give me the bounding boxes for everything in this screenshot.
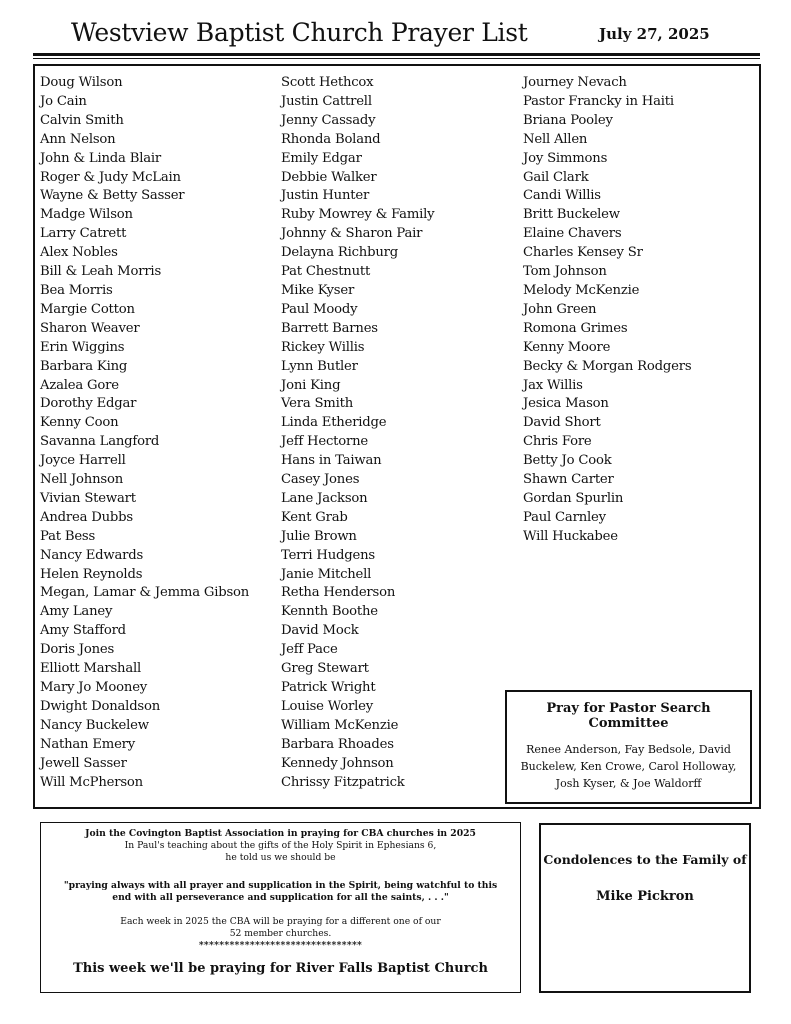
- prayer-name: Andrea Dubbs: [40, 509, 133, 525]
- prayer-name: Doug Wilson: [40, 75, 123, 90]
- prayer-name: Dwight Donaldson: [40, 698, 161, 714]
- cba-this-week: This week we'll be praying for River Falls Baptist Church: [73, 961, 488, 976]
- prayer-name: Wayne & Betty Sasser: [40, 188, 185, 204]
- condolences-name: Mike Pickron: [596, 889, 694, 904]
- prayer-name: Gordan Spurlin: [523, 490, 624, 506]
- pastor-search-title: Pray for Pastor Search Committee: [546, 701, 711, 731]
- prayer-name: Alex Nobles: [40, 245, 118, 261]
- prayer-name: Scott Hethcox: [281, 75, 374, 90]
- prayer-name: Jo Cain: [40, 93, 87, 109]
- prayer-name: John Green: [523, 301, 597, 317]
- prayer-name: Kent Grab: [281, 509, 348, 525]
- pastor-search-box: [505, 690, 752, 804]
- condolences-box: [539, 823, 751, 993]
- prayer-name: Pastor Francky in Haiti: [523, 93, 674, 109]
- prayer-name: Pat Bess: [40, 528, 96, 544]
- prayer-name: Kenny Coon: [40, 415, 119, 431]
- prayer-name: Azalea Gore: [40, 377, 119, 393]
- prayer-name: Barbara King: [40, 358, 128, 374]
- prayer-name: Briana Pooley: [523, 112, 613, 128]
- prayer-name: Emily Edgar: [281, 150, 362, 166]
- prayer-name: Becky & Morgan Rodgers: [523, 358, 692, 374]
- prayer-name: Lane Jackson: [281, 490, 368, 506]
- prayer-name: Britt Buckelew: [523, 207, 620, 223]
- prayer-name: Jenny Cassady: [281, 112, 376, 128]
- prayer-name: Pat Chestnutt: [281, 264, 371, 280]
- prayer-name: Bea Morris: [40, 282, 113, 298]
- prayer-name: Ruby Mowrey & Family: [281, 207, 435, 223]
- prayer-name: John & Linda Blair: [40, 150, 161, 166]
- prayer-name: Amy Laney: [40, 604, 113, 620]
- prayer-name: Savanna Langford: [40, 434, 160, 450]
- prayer-name: Barrett Barnes: [281, 320, 378, 336]
- prayer-name: Nell Johnson: [40, 472, 123, 488]
- prayer-name: Paul Carnley: [523, 509, 606, 525]
- cba-intro-line-2: he told us we should be: [225, 852, 336, 863]
- prayer-name: Charles Kensey Sr: [523, 245, 643, 261]
- cba-scripture-quote: "praying always with all prayer and supplication in the Spirit, being watchful to this end with all perseverance and supplication for all the saints, . . .": [63, 880, 498, 903]
- prayer-name: Elaine Chavers: [523, 226, 622, 242]
- prayer-name: Terri Hudgens: [281, 547, 375, 563]
- prayer-name: Joyce Harrell: [40, 453, 126, 469]
- prayer-name: Chris Fore: [523, 434, 592, 450]
- cba-weekly-line-2: 52 member churches.: [229, 928, 332, 939]
- prayer-name: Mary Jo Mooney: [40, 680, 148, 695]
- prayer-name: Tom Johnson: [523, 264, 607, 280]
- cba-weekly-line-1: Each week in 2025 the CBA will be praying for a different one of our: [120, 916, 441, 927]
- prayer-name: Will McPherson: [40, 774, 143, 790]
- prayer-name: Megan, Lamar & Jemma Gibson: [40, 585, 250, 601]
- prayer-name: Paul Moody: [281, 301, 358, 317]
- prayer-name: Johnny & Sharon Pair: [281, 226, 423, 242]
- prayer-list-column-3: [523, 74, 758, 547]
- prayer-name: Patrick Wright: [281, 680, 376, 695]
- prayer-name: Chrissy Fitzpatrick: [281, 774, 405, 790]
- prayer-name: Justin Hunter: [281, 188, 370, 204]
- prayer-name: Greg Stewart: [281, 661, 369, 677]
- prayer-name: Will Huckabee: [523, 528, 618, 544]
- prayer-name: Dorothy Edgar: [40, 396, 137, 412]
- header-rule-thick: [33, 53, 760, 56]
- prayer-name: Kennth Boothe: [281, 604, 378, 620]
- prayer-name: Janie Mitchell: [281, 566, 372, 582]
- prayer-name: Rickey Willis: [281, 339, 365, 355]
- prayer-name: Erin Wiggins: [40, 339, 125, 355]
- prayer-name: Kennedy Johnson: [281, 755, 394, 771]
- pastor-search-members: Renee Anderson, Fay Bedsole, David Buckelew, Ken Crowe, Carol Holloway, Josh Kyser, & Joe Waldorff: [520, 743, 737, 790]
- prayer-name: Jewell Sasser: [40, 755, 127, 771]
- prayer-name: Roger & Judy McLain: [40, 169, 181, 185]
- prayer-name: Barbara Rhoades: [281, 736, 394, 752]
- cba-intro-line-1: In Paul's teaching about the gifts of the Holy Spirit in Ephesians 6,: [124, 840, 437, 851]
- prayer-name: Casey Jones: [281, 472, 360, 488]
- cba-divider-stars: ********************************: [198, 940, 363, 951]
- prayer-name: Justin Cattrell: [281, 93, 372, 109]
- prayer-name: Candi Willis: [523, 188, 601, 204]
- prayer-list-column-1: [40, 74, 280, 792]
- page-date: July 27, 2025: [599, 25, 710, 43]
- prayer-name: Joni King: [281, 377, 341, 393]
- prayer-name: Nancy Edwards: [40, 547, 144, 563]
- prayer-name: Bill & Leah Morris: [40, 264, 162, 280]
- prayer-name: Lynn Butler: [281, 358, 358, 374]
- prayer-name: William McKenzie: [281, 717, 399, 733]
- prayer-name: Amy Stafford: [40, 623, 126, 639]
- prayer-name: Delayna Richburg: [281, 245, 398, 261]
- prayer-name: Margie Cotton: [40, 301, 135, 317]
- prayer-name: Jeff Hectorne: [281, 434, 368, 450]
- prayer-name: Betty Jo Cook: [523, 453, 612, 469]
- prayer-name: Jeff Pace: [281, 642, 338, 658]
- prayer-name: Journey Nevach: [523, 75, 627, 90]
- prayer-name: Madge Wilson: [40, 207, 133, 223]
- page-title: Westview Baptist Church Prayer List: [71, 18, 528, 47]
- prayer-name: Jax Willis: [523, 377, 583, 393]
- prayer-name: Sharon Weaver: [40, 320, 140, 336]
- prayer-name: Doris Jones: [40, 642, 115, 658]
- condolences-title: Condolences to the Family of: [543, 852, 747, 867]
- prayer-name: Larry Catrett: [40, 226, 127, 242]
- prayer-name: Helen Reynolds: [40, 566, 143, 582]
- page-header: [33, 14, 758, 54]
- prayer-name: Romona Grimes: [523, 320, 628, 336]
- prayer-name: Gail Clark: [523, 169, 589, 185]
- prayer-name: Mike Kyser: [281, 282, 355, 298]
- prayer-name: Retha Henderson: [281, 585, 396, 601]
- prayer-name: Joy Simmons: [523, 150, 608, 166]
- prayer-name: Linda Etheridge: [281, 415, 387, 431]
- cba-title: Join the Covington Baptist Association in praying for CBA churches in 2025: [85, 828, 476, 839]
- prayer-name: Julie Brown: [281, 528, 357, 544]
- prayer-name: Rhonda Boland: [281, 131, 381, 147]
- prayer-name: Jesica Mason: [523, 396, 609, 412]
- prayer-name: Melody McKenzie: [523, 282, 640, 298]
- prayer-list-column-2: [281, 74, 521, 792]
- prayer-name: David Short: [523, 415, 601, 431]
- prayer-name: Nell Allen: [523, 131, 588, 147]
- prayer-name: Hans in Taiwan: [281, 453, 382, 469]
- prayer-name: Ann Nelson: [40, 131, 116, 147]
- prayer-name: Nathan Emery: [40, 736, 136, 752]
- prayer-name: Kenny Moore: [523, 339, 611, 355]
- prayer-name: Vera Smith: [281, 396, 354, 412]
- header-rule-thin: [33, 58, 760, 59]
- prayer-name: Louise Worley: [281, 698, 373, 714]
- prayer-name: Shawn Carter: [523, 472, 614, 488]
- prayer-name: Nancy Buckelew: [40, 717, 149, 733]
- cba-box: [40, 822, 521, 993]
- prayer-name: Elliott Marshall: [40, 661, 142, 677]
- prayer-name: Calvin Smith: [40, 112, 124, 128]
- prayer-name: Vivian Stewart: [40, 490, 136, 506]
- prayer-name: David Mock: [281, 623, 359, 639]
- prayer-name: Debbie Walker: [281, 169, 377, 185]
